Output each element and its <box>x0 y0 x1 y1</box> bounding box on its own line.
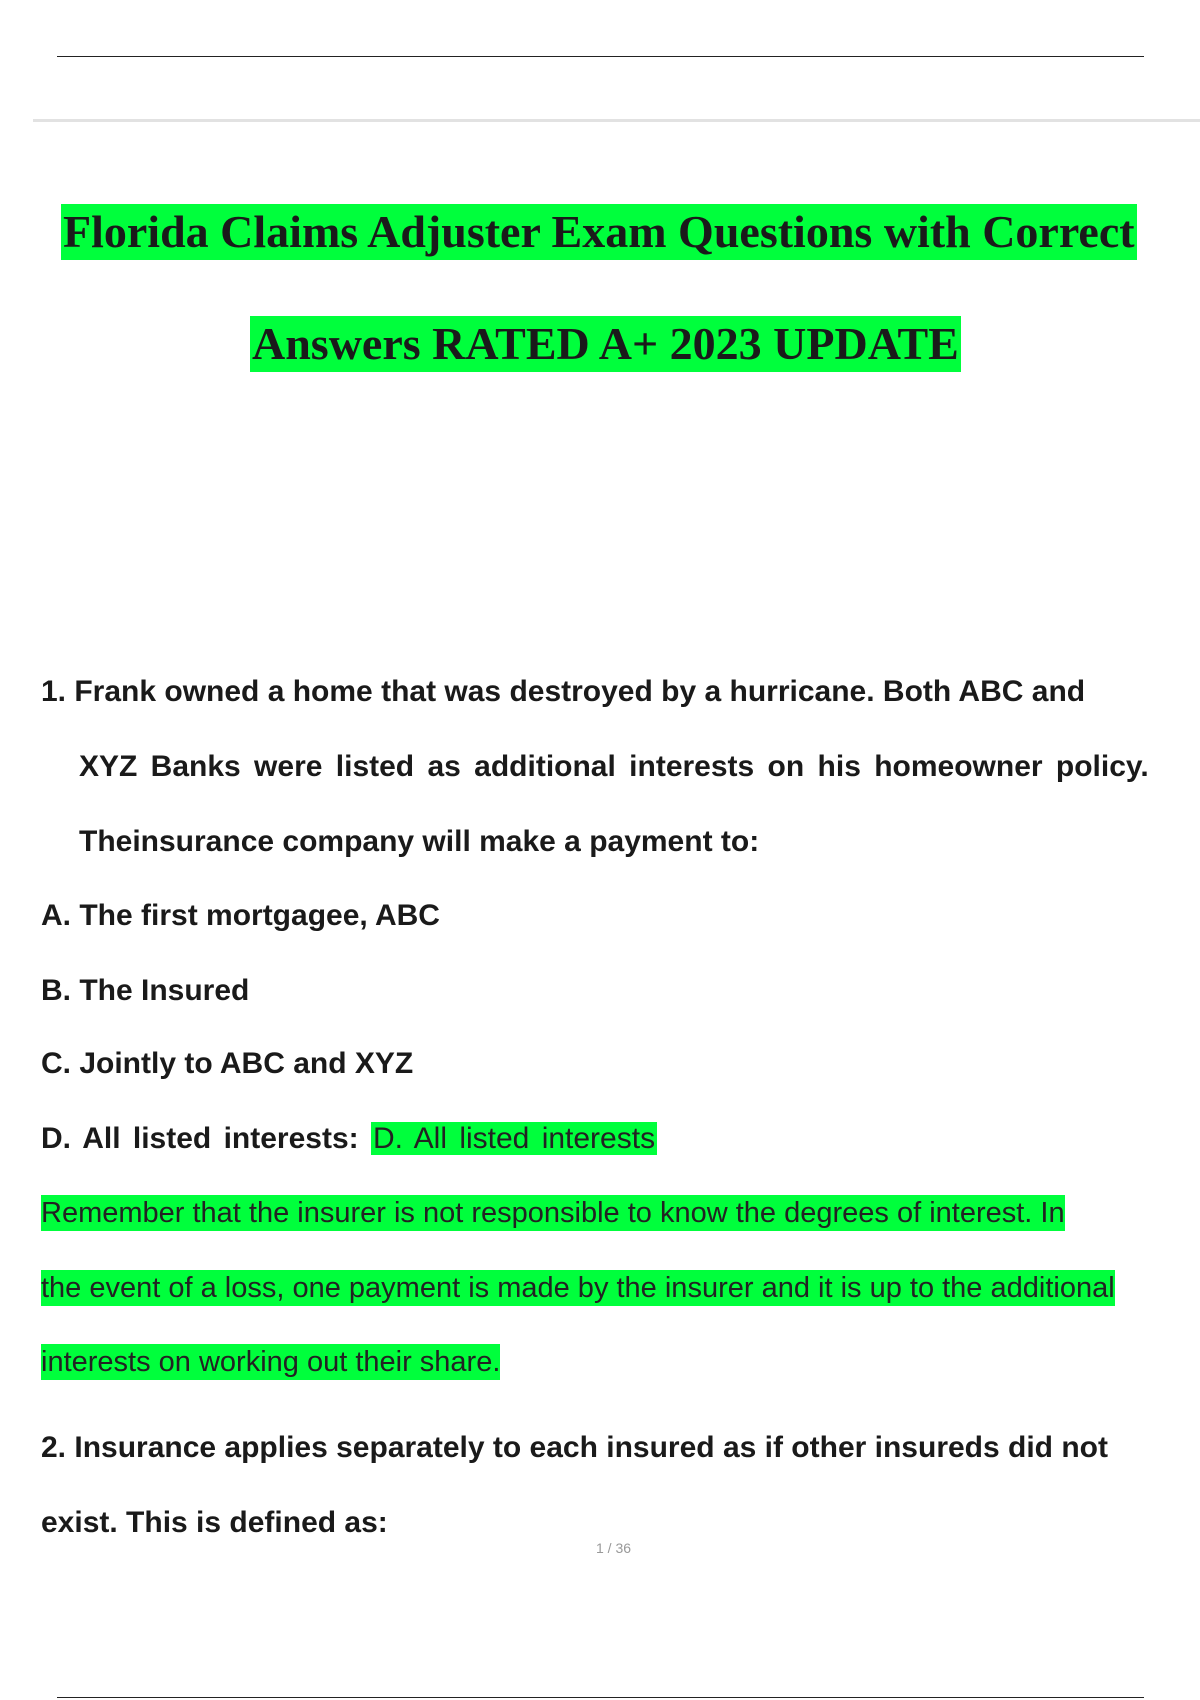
page-indicator: 1 / 36 <box>595 1540 632 1556</box>
option-a: A. The first mortgagee, ABC <box>41 899 440 932</box>
header-rule <box>57 56 1144 57</box>
question-2-line-2: exist. This is defined as: <box>41 1506 388 1539</box>
option-b: B. The Insured <box>41 974 250 1007</box>
explanation-line-3: interests on working out their share. <box>41 1346 501 1378</box>
question-2-line-1: 2. Insurance applies separately to each insured as if other insureds did not <box>41 1431 1108 1464</box>
correct-answer-highlight: D. All listed interests <box>372 1122 656 1155</box>
question-1-line-2: XYZ Banks were listed as additional interests on his homeowner policy. <box>79 750 1149 783</box>
option-d <box>41 1121 657 1157</box>
option-c: C. Jointly to ABC and XYZ <box>41 1047 414 1080</box>
footer-rule <box>57 1697 1144 1698</box>
page-divider <box>33 119 1200 122</box>
explanation-line-1: Remember that the insurer is not responsible to know the degrees of interest. In <box>41 1197 1065 1229</box>
title-line-1: Florida Claims Adjuster Exam Questions with Correct <box>61 204 1137 260</box>
title-line-2: Answers RATED A+ 2023 UPDATE <box>250 316 961 372</box>
explanation-line-2: the event of a loss, one payment is made by the insurer and it is up to the additional <box>41 1272 1115 1304</box>
option-d-label: D. All listed interests: <box>41 1122 359 1155</box>
question-1-line-1: 1. Frank owned a home that was destroyed by a hurricane. Both ABC and <box>41 675 1086 708</box>
question-1-line-3: Theinsurance company will make a payment to: <box>79 825 760 858</box>
